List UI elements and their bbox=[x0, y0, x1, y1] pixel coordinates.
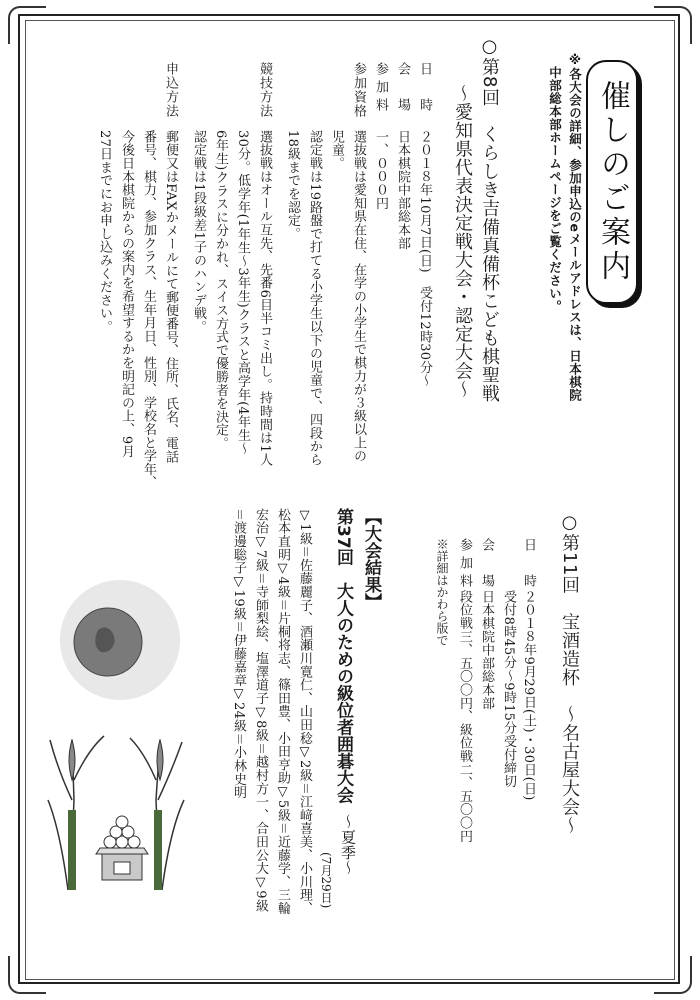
results-line: 松本直明▽4級＝片桐将志、篠田豊、小田亨助▽5級＝近藤学、三輪 bbox=[275, 508, 290, 915]
event2-venue: 日本棋院中部総本部 bbox=[479, 590, 494, 710]
event1-apply-line: 番号、棋力、参加クラス、生年月日、性別、学校名と学年、 bbox=[141, 130, 156, 490]
event2-note: ※詳細はかわら版で bbox=[435, 538, 449, 646]
results-line: 宏治▽7級＝寺師梨絵、塩澤道子▽8級＝越村方一、合田公大▽9級 bbox=[253, 508, 268, 913]
corner-ornament-icon bbox=[8, 956, 46, 994]
event2-fee-label: 参加料 bbox=[457, 538, 472, 592]
results-line: ＝渡邊聡子▽19級＝伊藤嘉章▽24級＝小林史明 bbox=[231, 508, 246, 799]
event1-venue: 日本棋院中部総本部 bbox=[395, 130, 410, 250]
event2-fee: 段位戦三、五〇〇円、級位戦二、五〇〇円 bbox=[457, 590, 472, 843]
event1-format-label: 競技方法 bbox=[257, 62, 272, 118]
results-badge: 【大会結果】 bbox=[361, 508, 381, 610]
event1-fee-label: 参加料 bbox=[373, 62, 388, 116]
results-heading: 第37回 大人のための級位者囲碁大会 bbox=[333, 508, 353, 804]
event1-subheading: ～愛知県代表決定戦大会・認定大会～ bbox=[452, 84, 473, 399]
event1-eligibility-line: 18級までを認定。 bbox=[285, 130, 300, 241]
event2-date-reception: 受付8時45分～9時15分受付締切 bbox=[501, 590, 516, 788]
event1-apply-line: 郵便又はFAXかメールにて郵便番号、住所、氏名、電話 bbox=[163, 130, 178, 464]
event1-apply-line: 今後日本棋院からの案内を希望するかを明記の上、9月 bbox=[119, 130, 134, 458]
event1-eligibility-line: 児童。 bbox=[329, 130, 344, 170]
event1-format-line: 30分。低学年(1年生～3年生)クラスと高学年(4年生～ bbox=[235, 130, 250, 455]
event1-format-line: 選抜戦はオール互先、先番6目半コミ出し。持時間は1人 bbox=[257, 130, 272, 467]
results-line: ▽1級＝佐藤麗子、酒瀬川寛仁、山田稔▽2級＝江﨑喜美、小川理、 bbox=[297, 508, 312, 915]
event1-eligibility-label: 参加資格 bbox=[351, 62, 366, 118]
page-title: 催しのご案内 bbox=[595, 80, 630, 284]
corner-ornament-icon bbox=[654, 6, 692, 44]
corner-ornament-icon bbox=[654, 956, 692, 994]
event1-fee: 一、０００円 bbox=[373, 130, 388, 210]
event2-date: ２０１８年9月29日(土)・30日(日) bbox=[521, 590, 536, 801]
event2-venue-label: 会 場 bbox=[479, 538, 494, 592]
event1-format-line: 認定戦は1段級差1子のハンデ戦。 bbox=[191, 130, 206, 334]
event1-heading: ○第8回 くらしき吉備真備杯こども棋聖戦 bbox=[479, 36, 500, 403]
event1-eligibility-line: 認定戦は19路盤で打てる小学生以下の児童で、四段から bbox=[307, 130, 322, 467]
results-date: (7月29日) bbox=[319, 852, 333, 909]
event1-apply-label: 申込方法 bbox=[163, 62, 178, 118]
title-box bbox=[586, 60, 638, 304]
notice-line-1: ※各大会の詳細、参加申込のeメールアドレスは、日本棋院 bbox=[567, 52, 583, 402]
event2-heading: ○第11回 宝酒造杯 ～名古屋大会～ bbox=[559, 512, 580, 835]
event1-venue-label: 会 場 bbox=[395, 62, 410, 116]
results-season: ～夏季～ bbox=[339, 814, 357, 876]
dango-stand-icon bbox=[96, 816, 148, 880]
tsukimi-illustration bbox=[40, 570, 200, 900]
event1-format-line: 6年生)クラスに分かれ、スイス方式で優勝者を決定。 bbox=[213, 130, 228, 450]
notice-line-2: 中部総本部ホームページをご覧ください。 bbox=[547, 66, 563, 313]
event1-apply-line: 27日までにお申し込みください。 bbox=[97, 130, 112, 334]
event1-date: ２０１８年10月7日(日) 受付12時30分～ bbox=[417, 130, 432, 387]
corner-ornament-icon bbox=[8, 6, 46, 44]
event1-eligibility-line: 選抜戦は愛知県在住、在学の小学生で棋力が３級以上の bbox=[351, 130, 366, 463]
event2-date-label: 日 時 bbox=[521, 538, 536, 592]
event1-date-label: 日 時 bbox=[417, 62, 432, 116]
